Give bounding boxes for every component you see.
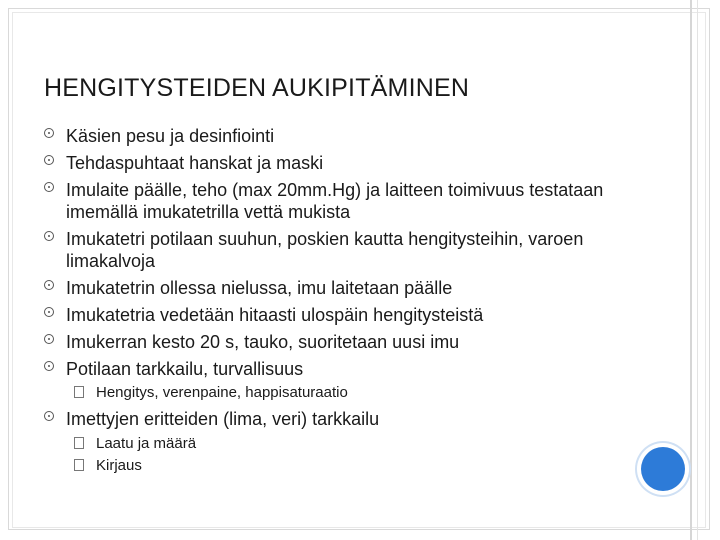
- slide-title: HENGITYSTEIDEN AUKIPITÄMINEN: [44, 74, 470, 102]
- list-item-text: Käsien pesu ja desinfiointi: [66, 126, 275, 146]
- bullet-icon: [44, 411, 54, 421]
- list-item: [44, 152, 674, 174]
- list-item: [44, 304, 674, 326]
- sub-item-text: Hengitys, verenpaine, happisaturaatio: [96, 384, 348, 401]
- bullet-icon: [44, 182, 54, 192]
- sub-item-text: Kirjaus: [96, 457, 142, 474]
- bullet-list: [44, 125, 674, 475]
- list-item: [44, 125, 674, 147]
- list-item-text: Potilaan tarkkailu, turvallisuus: [66, 359, 304, 379]
- list-item: [44, 358, 674, 380]
- right-border-line-thin: [697, 0, 698, 540]
- sub-item: [44, 383, 674, 402]
- decorative-circle: [641, 447, 685, 491]
- list-item: [44, 408, 674, 430]
- list-item-text: Tehdaspuhtaat hanskat ja maski: [66, 153, 324, 173]
- bullet-icon: [44, 307, 54, 317]
- list-item: [44, 277, 674, 299]
- list-item-text: Imukerran kesto 20 s, tauko, suoritetaan uusi imu: [66, 332, 460, 352]
- bullet-icon: [44, 334, 54, 344]
- list-item-text: Imukatetrin ollessa nielussa, imu laitetaan päälle: [66, 278, 453, 298]
- sub-item: [44, 456, 674, 475]
- sub-item-text: Laatu ja määrä: [96, 435, 197, 452]
- list-item-text: Imukatetria vedetään hitaasti ulospäin hengitysteistä: [66, 305, 484, 325]
- right-border-line: [690, 0, 692, 540]
- square-bullet-icon: [74, 437, 84, 449]
- list-item-text: Imettyjen eritteiden (lima, veri) tarkkailu: [66, 409, 380, 429]
- list-item-text: Imukatetri potilaan suuhun, poskien kautta hengitysteihin, varoen limakalvoja: [66, 229, 584, 271]
- bullet-icon: [44, 128, 54, 138]
- list-item: [44, 331, 674, 353]
- bullet-icon: [44, 231, 54, 241]
- square-bullet-icon: [74, 386, 84, 398]
- square-bullet-icon: [74, 459, 84, 471]
- bullet-icon: [44, 280, 54, 290]
- list-item: [44, 179, 674, 223]
- sub-item: [44, 434, 674, 453]
- bullet-icon: [44, 361, 54, 371]
- list-item-text: Imulaite päälle, teho (max 20mm.Hg) ja laitteen toimivuus testataan imemällä imukatetrilla vettä mukista: [66, 180, 604, 222]
- bullet-icon: [44, 155, 54, 165]
- list-item: [44, 228, 674, 272]
